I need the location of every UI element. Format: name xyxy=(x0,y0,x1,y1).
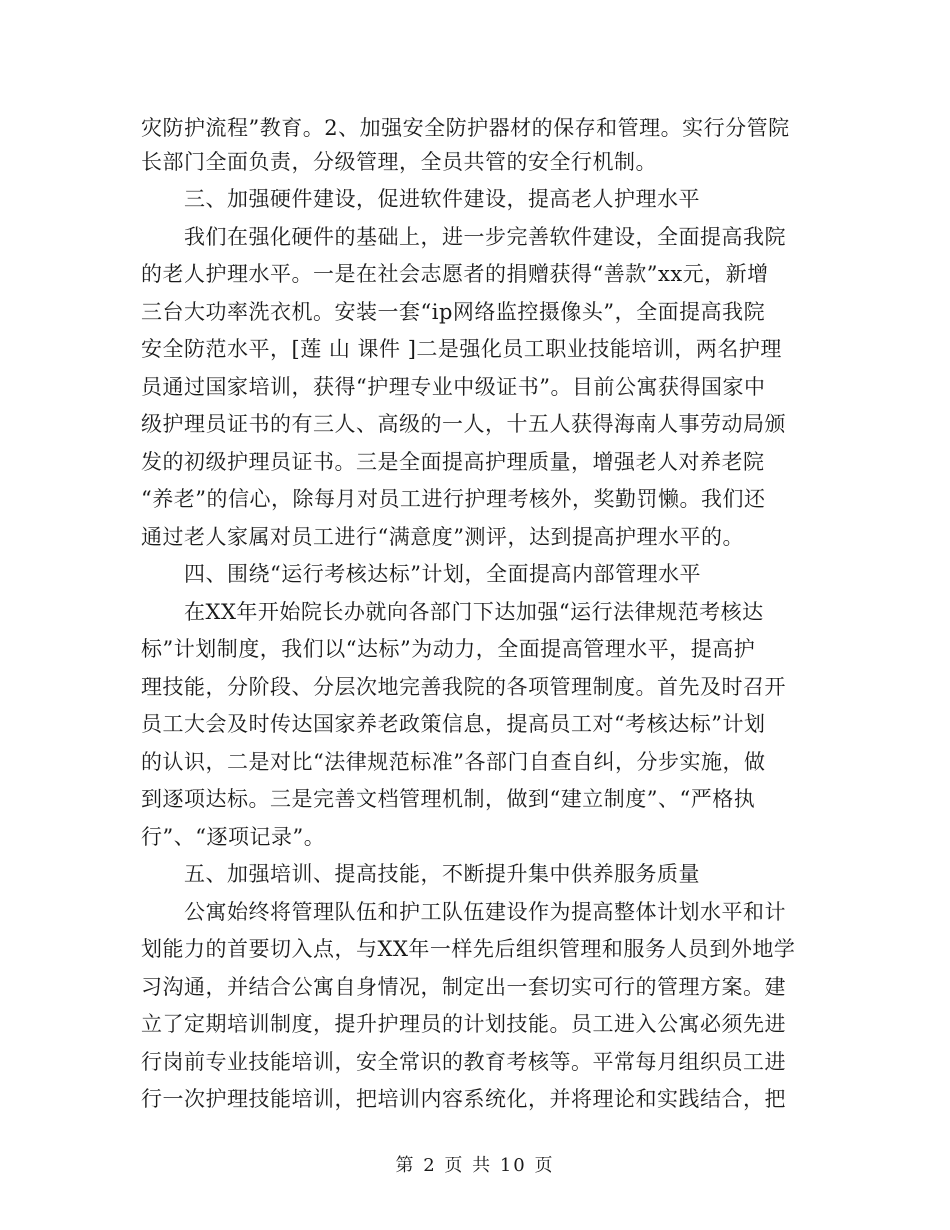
text-line: 灾防护流程”教育。2、加强安全防护器材的保存和管理。实行分管院 xyxy=(141,116,790,140)
section-heading: 四、围绕“运行考核达标”计划，全面提高内部管理水平 xyxy=(184,562,701,586)
text-line: 通过老人家属对员工进行“满意度”测评，达到提高护理水平的。 xyxy=(141,525,744,549)
text-line: 我们在强化硬件的基础上，进一步完善软件建设，全面提高我院 xyxy=(184,225,786,249)
text-line: 标”计划制度，我们以“达标”为动力，全面提高管理水平，提高护 xyxy=(141,637,756,661)
text-line: 理技能，分阶段、分层次地完善我院的各项管理制度。首先及时召开 xyxy=(141,675,786,699)
text-line: 的认识，二是对比“法律规范标准”各部门自查自纠，分步实施，做 xyxy=(141,750,766,774)
text-line: 发的初级护理员证书。三是全面提高护理质量，增强老人对养老院 xyxy=(141,450,765,474)
text-line: 行岗前专业技能培训，安全常识的教育考核等。平常每月组织员工进 xyxy=(141,1050,786,1074)
text-line: 习沟通，并结合公寓自身情况，制定出一套切实可行的管理方案。建 xyxy=(141,975,786,999)
text-line: 员通过国家培训，获得“护理专业中级证书”。目前公寓获得国家中 xyxy=(141,375,766,399)
section-heading: 三、加强硬件建设，促进软件建设，提高老人护理水平 xyxy=(184,187,700,211)
page-footer: 第 2 页 共 10 页 xyxy=(395,1155,555,1176)
text-line: 到逐项达标。三是完善文档管理机制，做到“建立制度”、“严格执 xyxy=(141,787,756,811)
section-heading: 五、加强培训、提高技能，不断提升集中供养服务质量 xyxy=(184,862,700,886)
text-line: 安全防范水平，[莲 山 课件 ]二是强化员工职业技能培训，两名护理 xyxy=(141,337,782,361)
text-line: 长部门全面负责，分级管理，全员共管的安全行机制。 xyxy=(141,150,657,174)
text-line: 划能力的首要切入点，与XX年一样先后组织管理和服务人员到外地学 xyxy=(141,937,796,961)
text-line: 立了定期培训制度，提升护理员的计划技能。员工进入公寓必须先进 xyxy=(141,1012,786,1036)
text-line: “养老”的信心，除每月对员工进行护理考核外，奖勤罚懒。我们还 xyxy=(141,487,766,511)
text-line: 行”、“逐项记录”。 xyxy=(141,825,326,849)
text-line: 员工大会及时传达国家养老政策信息，提高员工对“考核达标”计划 xyxy=(141,712,766,736)
text-line: 在XX年开始院长办就向各部门下达加强“运行法律规范考核达 xyxy=(184,600,764,624)
text-line: 的老人护理水平。一是在社会志愿者的捐赠获得“善款”xx元，新增 xyxy=(141,262,769,286)
text-line: 行一次护理技能培训，把培训内容系统化，并将理论和实践结合，把 xyxy=(141,1087,786,1111)
text-line: 公寓始终将管理队伍和护工队伍建设作为提高整体计划水平和计 xyxy=(184,900,786,924)
text-line: 三台大功率洗衣机。安装一套“ip网络监控摄像头”，全面提高我院 xyxy=(141,300,766,324)
text-line: 级护理员证书的有三人、高级的一人，十五人获得海南人事劳动局颁 xyxy=(141,412,786,436)
